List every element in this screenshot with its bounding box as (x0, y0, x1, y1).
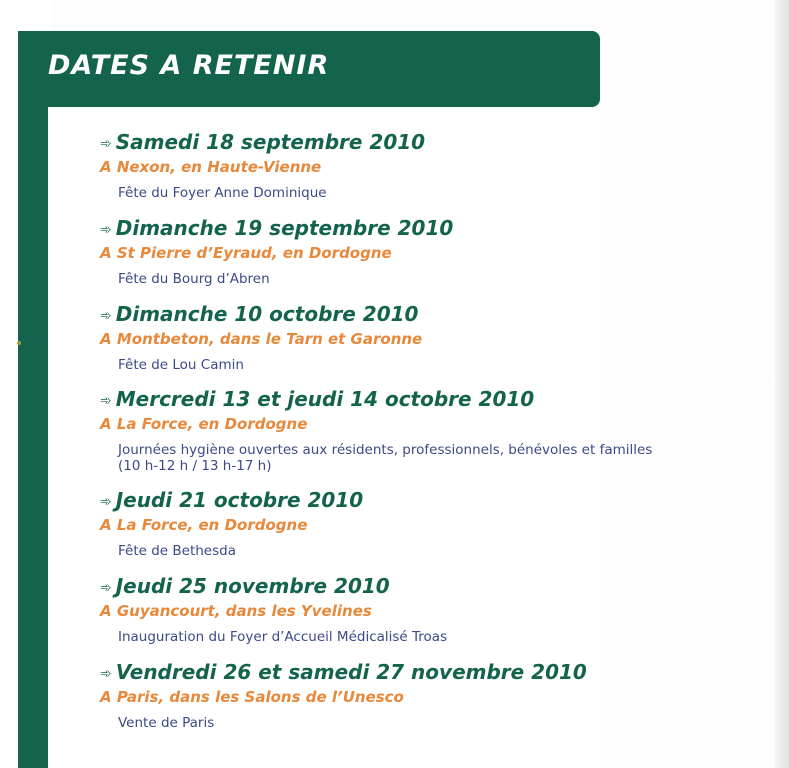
arrow-right-icon: ➾ (100, 136, 112, 152)
event-date (100, 574, 700, 598)
event-description-line: (10 h-12 h / 13 h-17 h) (118, 458, 272, 474)
event-date-text: Dimanche 19 septembre 2010 (115, 216, 454, 240)
event-date (100, 387, 700, 411)
event-date (100, 130, 700, 154)
event-description (118, 715, 700, 731)
arrow-right-icon: ➾ (100, 580, 112, 596)
paper-speck (17, 341, 21, 345)
event-description (118, 629, 700, 645)
event-date-text: Jeudi 21 octobre 2010 (115, 488, 364, 512)
arrow-right-icon: ➾ (100, 393, 112, 409)
event-place: A Guyancourt, dans les Yvelines (100, 602, 372, 620)
event-place: A Montbeton, dans le Tarn et Garonne (100, 330, 423, 348)
event-item (100, 387, 700, 474)
event-date-text: Dimanche 10 octobre 2010 (115, 302, 419, 326)
event-place: A La Force, en Dordogne (100, 516, 308, 534)
event-item (100, 302, 700, 373)
event-description (118, 442, 700, 474)
event-description-line: Journées hygiène ouvertes aux résidents, professionnels, bénévoles et familles (118, 442, 653, 458)
event-description-line: Fête de Lou Camin (118, 357, 244, 373)
arrow-right-icon: ➾ (100, 666, 112, 682)
event-place: A Paris, dans les Salons de l’Unesco (100, 688, 404, 706)
event-description (118, 185, 700, 201)
event-date (100, 302, 700, 326)
page-title: DATES A RETENIR (48, 50, 330, 81)
event-description-line: Fête du Bourg d’Abren (118, 271, 270, 287)
event-item (100, 216, 700, 287)
event-date (100, 216, 700, 240)
event-date-text: Samedi 18 septembre 2010 (115, 130, 426, 154)
event-date (100, 488, 700, 512)
event-description-line: Inauguration du Foyer d’Accueil Médicalisé Troas (118, 629, 448, 645)
event-date-text: Mercredi 13 et jeudi 14 octobre 2010 (115, 387, 535, 411)
event-date (100, 660, 700, 684)
event-date-text: Jeudi 25 novembre 2010 (115, 574, 390, 598)
event-place: A St Pierre d’Eyraud, en Dordogne (100, 244, 392, 262)
event-description-line: Fête de Bethesda (118, 543, 236, 559)
event-item (100, 660, 700, 731)
arrow-right-icon: ➾ (100, 222, 112, 238)
event-date-text: Vendredi 26 et samedi 27 novembre 2010 (115, 660, 587, 684)
event-description-line: Vente de Paris (118, 715, 215, 731)
event-place: A Nexon, en Haute-Vienne (100, 158, 322, 176)
arrow-right-icon: ➾ (100, 494, 112, 510)
event-place: A La Force, en Dordogne (100, 415, 308, 433)
event-item (100, 488, 700, 559)
page-edge-shadow (775, 0, 789, 768)
green-side-strip (18, 31, 48, 768)
event-item (100, 574, 700, 645)
event-description-line: Fête du Foyer Anne Dominique (118, 185, 327, 201)
event-description (118, 271, 700, 287)
event-description (118, 357, 700, 373)
event-description (118, 543, 700, 559)
arrow-right-icon: ➾ (100, 308, 112, 324)
event-item (100, 130, 700, 201)
